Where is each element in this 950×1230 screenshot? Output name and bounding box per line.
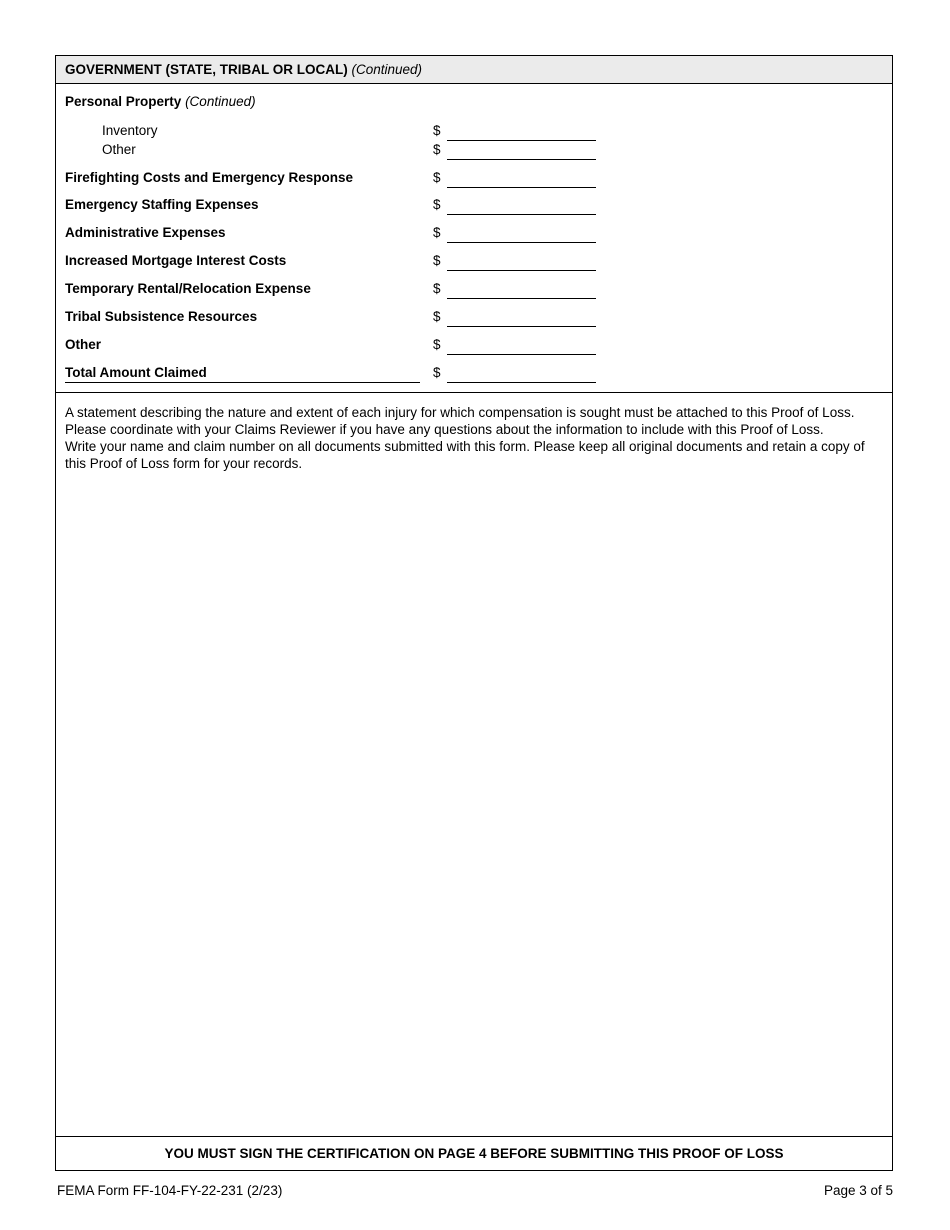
dollar-sign: $: [433, 123, 441, 138]
tribal-amount-field[interactable]: [447, 308, 596, 327]
row-firefighting: [56, 169, 892, 189]
inventory-label: Inventory: [102, 123, 158, 138]
firefighting-amount-field[interactable]: [447, 169, 596, 188]
row-rental: [56, 280, 892, 300]
tribal-label: Tribal Subsistence Resources: [65, 309, 258, 324]
statement-instructions: [65, 404, 887, 472]
rental-label: Temporary Rental/Relocation Expense: [65, 281, 311, 296]
rental-amount-field[interactable]: [447, 280, 596, 299]
statement-line: Please coordinate with your Claims Reviewer if you have any questions about the information to include with this Proof of Loss.: [65, 422, 824, 437]
proof-of-loss-form: [55, 55, 893, 1171]
row-administrative: [56, 224, 892, 244]
statement-line: Write your name and claim number on all documents submitted with this form. Please keep all original documents and retain a copy of this Proof of Loss form for your records.: [65, 439, 865, 471]
section-header: [56, 56, 892, 84]
total-label: Total Amount Claimed: [65, 364, 420, 383]
dollar-sign: $: [433, 365, 441, 380]
row-other-personal: [56, 141, 892, 161]
dollar-sign: $: [433, 197, 441, 212]
dollar-sign: $: [433, 337, 441, 352]
page-number: Page 3 of 5: [823, 1183, 893, 1198]
other-label: Other: [65, 337, 102, 352]
firefighting-label: Firefighting Costs and Emergency Response: [65, 170, 354, 185]
personal-property-heading: [65, 94, 256, 109]
dollar-sign: $: [433, 253, 441, 268]
section-title: GOVERNMENT (STATE, TRIBAL OR LOCAL): [65, 62, 348, 77]
inventory-amount-field[interactable]: [447, 122, 596, 141]
dollar-sign: $: [433, 170, 441, 185]
dollar-sign: $: [433, 309, 441, 324]
dollar-sign: $: [433, 225, 441, 240]
mortgage-amount-field[interactable]: [447, 252, 596, 271]
staffing-label: Emergency Staffing Expenses: [65, 197, 259, 212]
other-personal-amount-field[interactable]: [447, 141, 596, 160]
administrative-amount-field[interactable]: [447, 224, 596, 243]
other-amount-field[interactable]: [447, 336, 596, 355]
other-personal-label: Other: [102, 142, 136, 157]
row-mortgage: [56, 252, 892, 272]
row-staffing: [56, 196, 892, 216]
row-tribal: [56, 308, 892, 328]
form-number: FEMA Form FF-104-FY-22-231 (2/23): [57, 1183, 283, 1198]
section-divider: [56, 392, 892, 393]
dollar-sign: $: [433, 281, 441, 296]
row-inventory: [56, 122, 892, 142]
dollar-sign: $: [433, 142, 441, 157]
mortgage-label: Increased Mortgage Interest Costs: [65, 253, 287, 268]
row-other: [56, 336, 892, 356]
personal-property-title: Personal Property: [65, 94, 182, 109]
statement-text-area[interactable]: [56, 476, 892, 1136]
section-continued: (Continued): [351, 62, 423, 77]
total-amount-field[interactable]: [447, 364, 596, 383]
personal-property-continued: (Continued): [185, 94, 256, 109]
statement-line: A statement describing the nature and extent of each injury for which compensation is sought must be attached to this Proof of Loss.: [65, 405, 855, 420]
administrative-label: Administrative Expenses: [65, 225, 226, 240]
row-total: [56, 364, 892, 384]
certification-notice: YOU MUST SIGN THE CERTIFICATION ON PAGE 4 BEFORE SUBMITTING THIS PROOF OF LOSS: [164, 1146, 784, 1161]
staffing-amount-field[interactable]: [447, 196, 596, 215]
